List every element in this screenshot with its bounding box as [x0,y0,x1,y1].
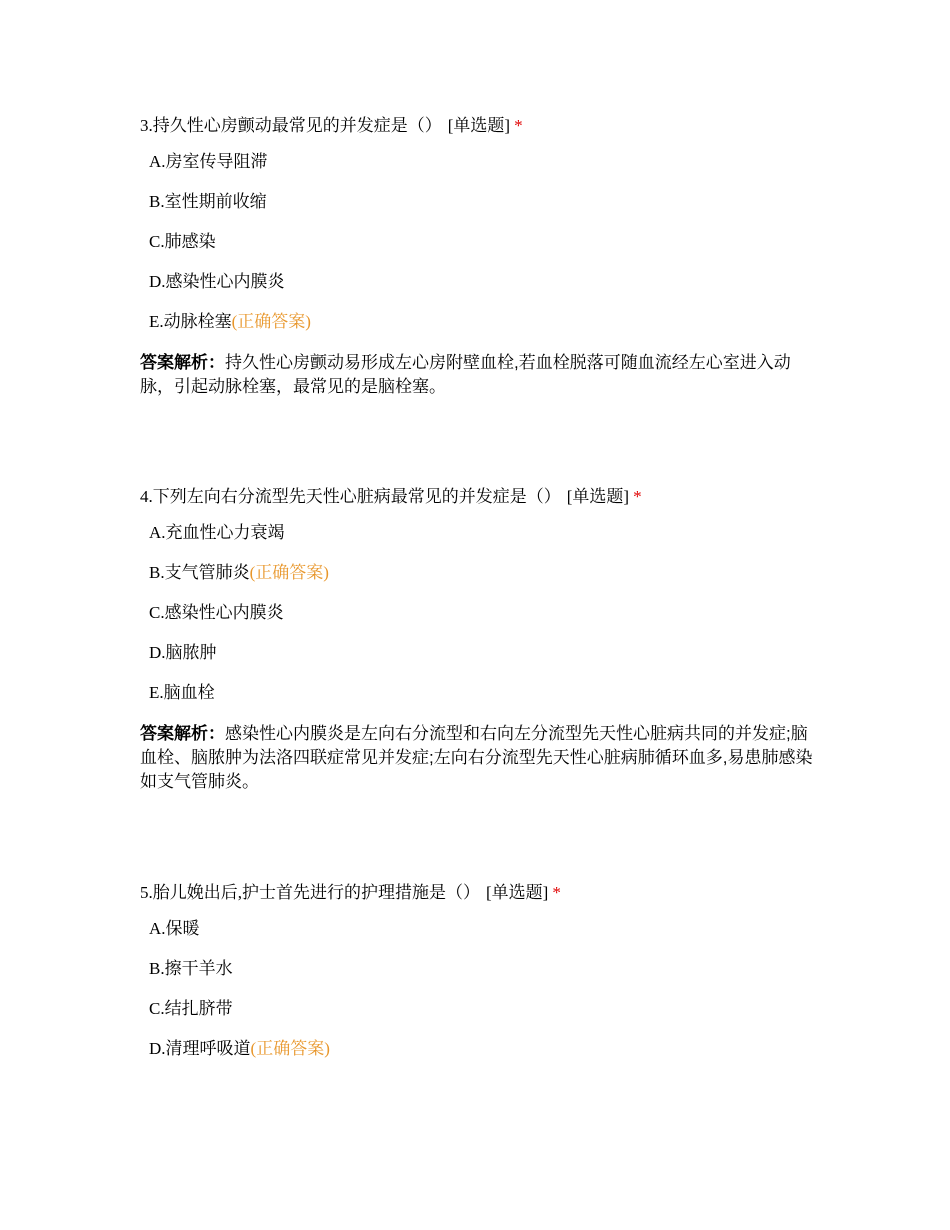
correct-answer-tag: (正确答案) [250,1039,330,1058]
option-c[interactable] [140,602,830,642]
option-text: D.清理呼吸道 [149,1039,251,1058]
required-mark: * [633,487,642,506]
option-b[interactable] [140,562,830,602]
options-list [140,522,830,722]
option-e[interactable] [140,311,830,351]
option-text: B.支气管肺炎 [149,563,250,582]
correct-answer-tag: (正确答案) [231,312,311,331]
question-title [140,882,830,904]
option-text: A.房室传导阻滞 [149,152,268,171]
option-text: A.充血性心力衰竭 [149,523,285,542]
options-list [140,918,830,1078]
option-text: C.肺感染 [149,232,216,251]
option-a[interactable] [140,151,830,191]
question-4 [140,486,830,794]
question-text: 4.下列左向右分流型先天性心脏病最常见的并发症是（） [140,487,561,506]
option-text: B.擦干羊水 [149,959,233,978]
option-text: D.脑脓肿 [149,643,217,662]
question-5 [140,882,830,1078]
option-b[interactable] [140,958,830,998]
correct-answer-tag: (正确答案) [249,563,329,582]
option-text: B.室性期前收缩 [149,192,267,211]
question-type: [单选题] [486,883,549,902]
required-mark: * [552,883,561,902]
option-c[interactable] [140,998,830,1038]
option-text: E.动脉栓塞 [149,312,232,331]
question-text: 5.胎儿娩出后,护士首先进行的护理措施是（） [140,883,480,902]
option-text: C.感染性心内膜炎 [149,603,284,622]
analysis-label: 答案解析： [140,724,225,743]
analysis-label: 答案解析： [140,353,225,372]
answer-analysis [140,351,820,399]
question-title [140,115,830,137]
option-text: C.结扎脐带 [149,999,233,1018]
option-e[interactable] [140,682,830,722]
option-a[interactable] [140,918,830,958]
question-type: [单选题] [447,116,511,135]
option-text: A.保暖 [149,919,200,938]
required-mark: * [514,116,523,135]
analysis-text: 持久性心房颤动易形成左心房附壁血栓,若血栓脱落可随血流经左心室进入动脉，引起动脉栓塞，最常见的是脑栓塞。 [140,353,791,396]
option-a[interactable] [140,522,830,562]
option-c[interactable] [140,231,830,271]
question-text: 3.持久性心房颤动最常见的并发症是（） [140,116,442,135]
option-d[interactable] [140,271,830,311]
question-3 [140,115,830,399]
option-text: E.脑血栓 [149,683,215,702]
option-d[interactable] [140,1038,830,1078]
option-d[interactable] [140,642,830,682]
question-type: [单选题] [566,487,630,506]
question-title [140,486,830,508]
options-list [140,151,830,351]
option-b[interactable] [140,191,830,231]
option-text: D.感染性心内膜炎 [149,272,285,291]
analysis-text: 感染性心内膜炎是左向右分流型和右向左分流型先天性心脏病共同的并发症;脑血栓、脑脓肿为法洛四联症常见并发症;左向右分流型先天性心脏病肺循环血多,易患肺感染如支气管肺炎。 [140,724,813,791]
answer-analysis [140,722,820,794]
